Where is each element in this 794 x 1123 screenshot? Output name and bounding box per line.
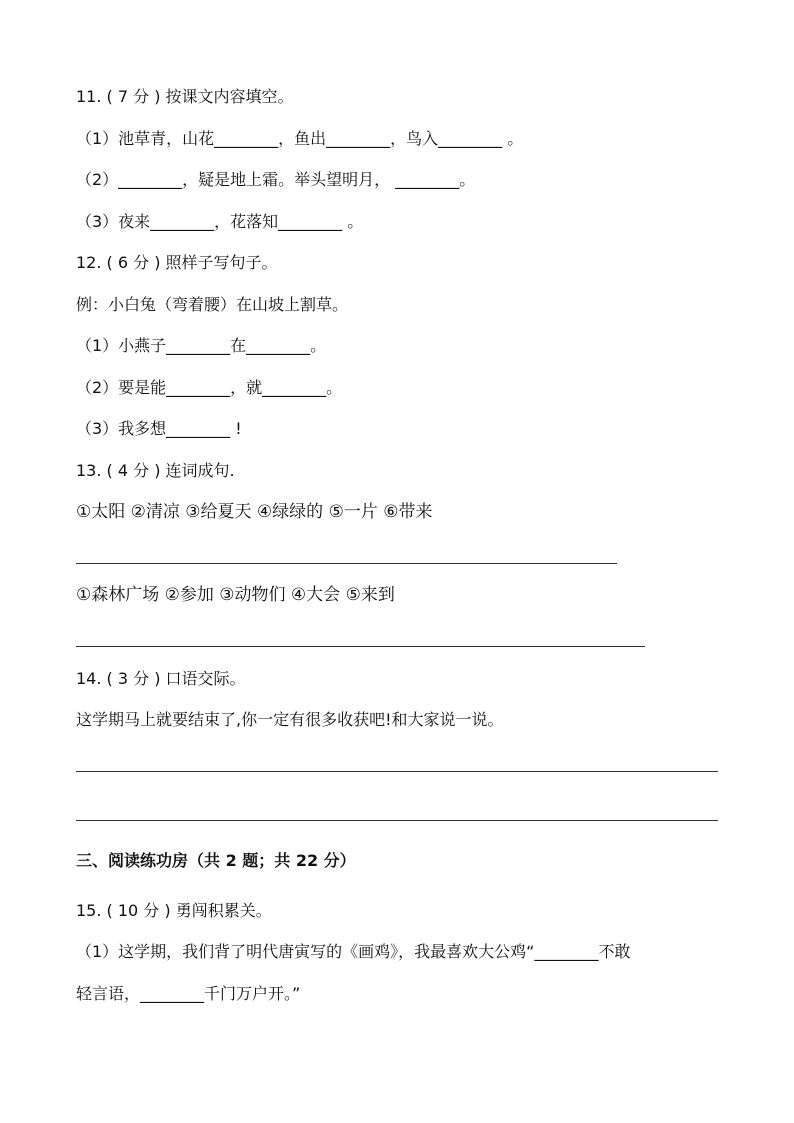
q13-words-1: ①太阳 ②清凉 ③给夏天 ④绿绿的 ⑤一片 ⑥带来: [76, 502, 433, 522]
q14-prompt: 这学期马上就要结束了,你一定有很多收获吧!和大家说一说。: [76, 710, 504, 729]
q13-heading: 13. ( 4 分 ) 连词成句.: [76, 461, 235, 480]
q15-heading: 15. ( 10 分 ) 勇闯积累关。: [76, 901, 272, 920]
q14-answer-line-1: [76, 771, 718, 772]
q12-line-3: （3）我多想________ !: [76, 419, 242, 438]
q12-example: 例：小白兔（弯着腰）在山坡上割草。: [76, 295, 349, 314]
q13-words-2: ①森林广场 ②参加 ③动物们 ④大会 ⑤来到: [76, 585, 395, 605]
q13-answer-line-2: [76, 646, 645, 647]
q15-line-1: （1）这学期，我们背了明代唐寅写的《画鸡》，我最喜欢大公鸡“________不敢: [76, 942, 631, 961]
q11-line-1: （1）池草青，山花________，鱼出________，鸟入________ 。: [76, 129, 524, 148]
q12-line-2: （2）要是能________，就________。: [76, 378, 343, 397]
q15-line-2: 轻言语，________千门万户开。”: [76, 984, 301, 1003]
q14-heading: 14. ( 3 分 ) 口语交际。: [76, 669, 246, 688]
q11-line-3: （3）夜来________，花落知________ 。: [76, 212, 364, 231]
q11-line-2: （2）________，疑是地上霜。举头望明月， ________。: [76, 170, 476, 189]
section-3-title: 三、阅读练功房（共 2 题；共 22 分）: [76, 851, 356, 870]
q14-answer-line-2: [76, 820, 718, 821]
q12-heading: 12. ( 6 分 ) 照样子写句子。: [76, 253, 278, 272]
q11-heading: 11. ( 7 分 ) 按课文内容填空。: [76, 87, 294, 106]
q12-line-1: （1）小燕子________在________。: [76, 336, 327, 355]
q13-answer-line-1: [76, 563, 617, 564]
